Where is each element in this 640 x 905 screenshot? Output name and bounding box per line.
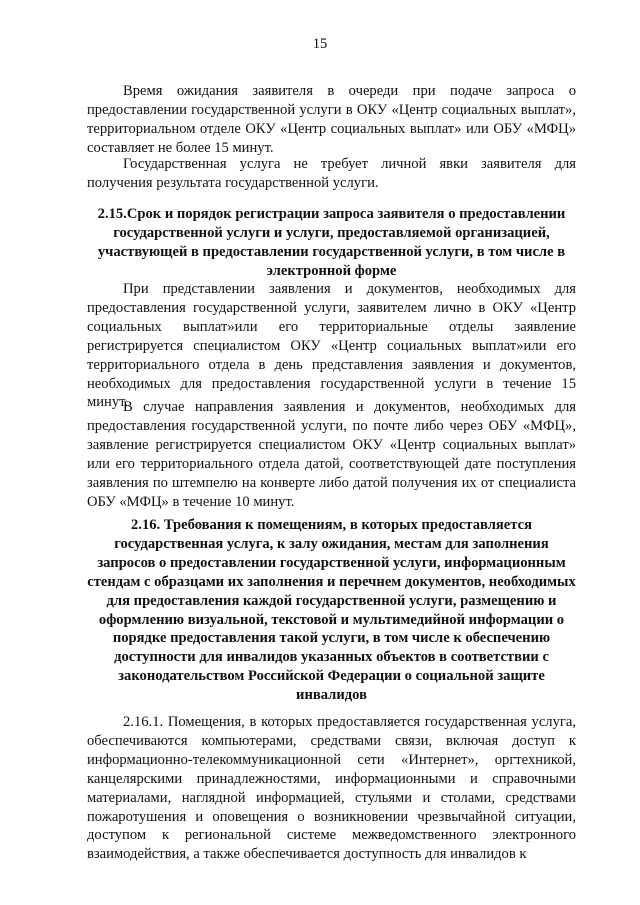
paragraph-text: В случае направления заявления и документов, необходимых для предоставления государственной услуги, по почте либо через ОБУ «МФЦ», заявление регистрируется специалистом ОКУ «Центр социальных выплат» или его территориального отдела датой, соответствующей дате поступления заявления по штемпелю на конверте либо датой получения их от специалиста ОБУ «МФЦ» в течение 10 минут. <box>87 399 576 510</box>
section-2-15-paragraph-1 <box>87 280 576 412</box>
paragraph-text: Государственная услуга не требует личной явки заявителя для получения результата государственной услуги. <box>87 156 576 191</box>
paragraph-no-personal-visit <box>87 155 576 193</box>
paragraph-text: При представлении заявления и документов, необходимых для предоставления государственной услуги, заявителем лично в ОКУ «Центр социальных выплат»или его территориальные отделы заявление регистрируется специалистом ОКУ «Центр социальных выплат»или его территориального отдела в день представления заявления и документов, необходимых для предоставления государственной услуги в течение 15 минут. <box>87 281 576 411</box>
paragraph-wait-time <box>87 82 576 158</box>
section-heading: 2.16. Требования к помещениям, в которых предоставляется государственная услуга, к залу ожидания, местам для заполнения запросов о предоставлении государственной услуги, информационным стендам с образцами их заполнения и перечнем документов, необходимых для предоставления каждой государственной услуги, размещению и оформлению визуальной, текстовой и мультимедийной информации о порядке предоставления такой услуги, в том числе к обеспечению доступности для инвалидов указанных объектов в соответствии с законодательством Российской Федерации о социальной защите инвалидов <box>87 517 576 704</box>
section-heading: 2.15.Срок и порядок регистрации запроса заявителя о предоставлении государственной услуги и услуги, предоставляемой организацией, участвующей в предоставлении государственной услуги, в том числе в электронной форме <box>97 206 566 279</box>
page-number: 15 <box>312 36 328 52</box>
paragraph-text: Время ожидания заявителя в очереди при подаче запроса о предоставлении государственной услуги в ОКУ «Центр социальных выплат», территориальном отделе ОКУ «Центр социальных выплат» или ОБУ «МФЦ» составляет не более 15 минут. <box>87 83 576 156</box>
paragraph-text: 2.16.1. Помещения, в которых предоставляется государственная услуга, обеспечиваются компьютерами, средствами связи, включая доступ к информационно-телекоммуникационной сети «Интернет», оргтехникой, канцелярскими принадлежностями, информационными и справочными материалами, наглядной информацией, стульями и столами, средствами пожаротушения и оповещения о возникновении чрезвычайной ситуации, доступом к региональной системе межведомственного электронного взаимодействия, а также обеспечивается доступность для инвалидов к <box>87 714 576 863</box>
section-2-16-1-paragraph <box>87 713 576 864</box>
section-2-15-paragraph-2 <box>87 398 576 511</box>
section-2-15-heading <box>87 205 576 281</box>
section-2-16-heading <box>87 516 576 705</box>
